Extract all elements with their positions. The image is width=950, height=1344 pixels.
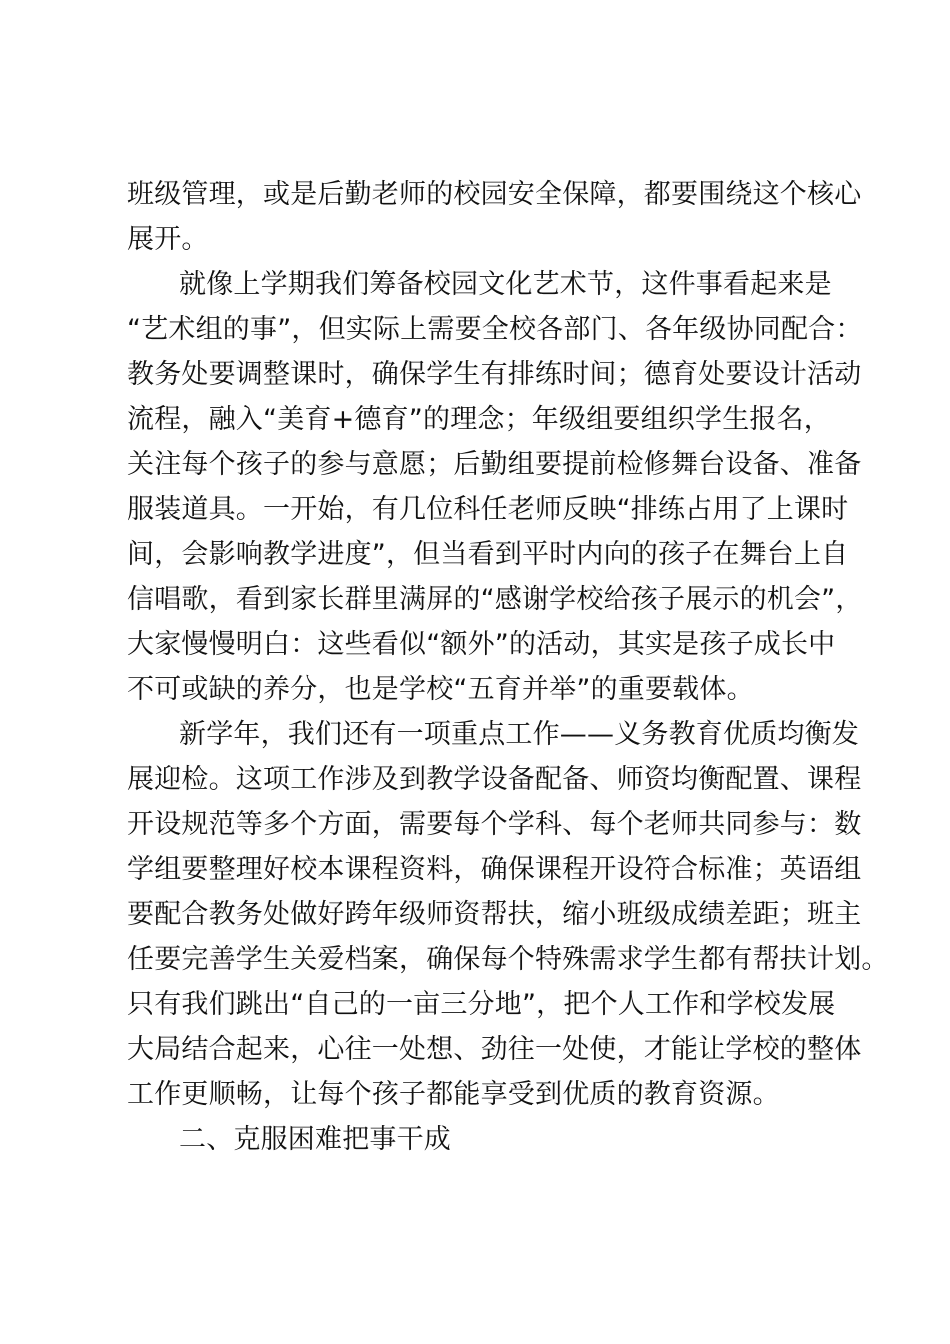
paragraph-line: 展开。 [127, 224, 209, 255]
paragraph-line: 间，会影响教学进度”，但当看到平时内向的孩子在舞台上自 [127, 539, 849, 570]
paragraph-line: 服装道具。一开始，有几位科任老师反映“排练占用了上课时 [127, 494, 849, 525]
paragraph-line: 教务处要调整课时，确保学生有排练时间；德育处要设计活动 [127, 359, 862, 390]
paragraph-line: 任要完善学生关爱档案，确保每个特殊需求学生都有帮扶计划。 [127, 944, 889, 975]
paragraph-line: 流程，融入“美育+德育”的理念；年级组要组织学生报名， [127, 404, 831, 435]
paragraph-line: 开设规范等多个方面，需要每个学科、每个老师共同参与：数 [127, 809, 862, 840]
section-heading: 二、克服困难把事干成 [179, 1124, 451, 1155]
paragraph-line: 要配合教务处做好跨年级师资帮扶，缩小班级成绩差距；班主 [127, 899, 862, 930]
paragraph-line: 信唱歌，看到家长群里满屏的“感谢学校给孩子展示的机会”， [127, 584, 863, 615]
paragraph-line: 大局结合起来，心往一处想、劲往一处使，才能让学校的整体 [127, 1034, 862, 1065]
paragraph-line: “艺术组的事”，但实际上需要全校各部门、各年级协同配合： [127, 314, 863, 345]
paragraph-line: 关注每个孩子的参与意愿；后勤组要提前检修舞台设备、准备 [127, 449, 862, 480]
paragraph-line: 班级管理，或是后勤老师的校园安全保障，都要围绕这个核心 [127, 179, 862, 210]
paragraph-line: 只有我们跳出“自己的一亩三分地”，把个人工作和学校发展 [127, 989, 836, 1020]
paragraph-line: 学组要整理好校本课程资料，确保课程开设符合标准；英语组 [127, 854, 862, 885]
paragraph-line: 展迎检。这项工作涉及到教学设备配备、师资均衡配置、课程 [127, 764, 862, 795]
paragraph-line: 不可或缺的养分，也是学校“五育并举”的重要载体。 [127, 674, 754, 705]
paragraph-line: 工作更顺畅，让每个孩子都能享受到优质的教育资源。 [127, 1079, 780, 1110]
paragraph-line: 就像上学期我们筹备校园文化艺术节，这件事看起来是 [179, 269, 832, 300]
paragraph-line: 大家慢慢明白：这些看似“额外”的活动，其实是孩子成长中 [127, 629, 836, 660]
paragraph-line: 新学年，我们还有一项重点工作——义务教育优质均衡发 [179, 719, 859, 750]
